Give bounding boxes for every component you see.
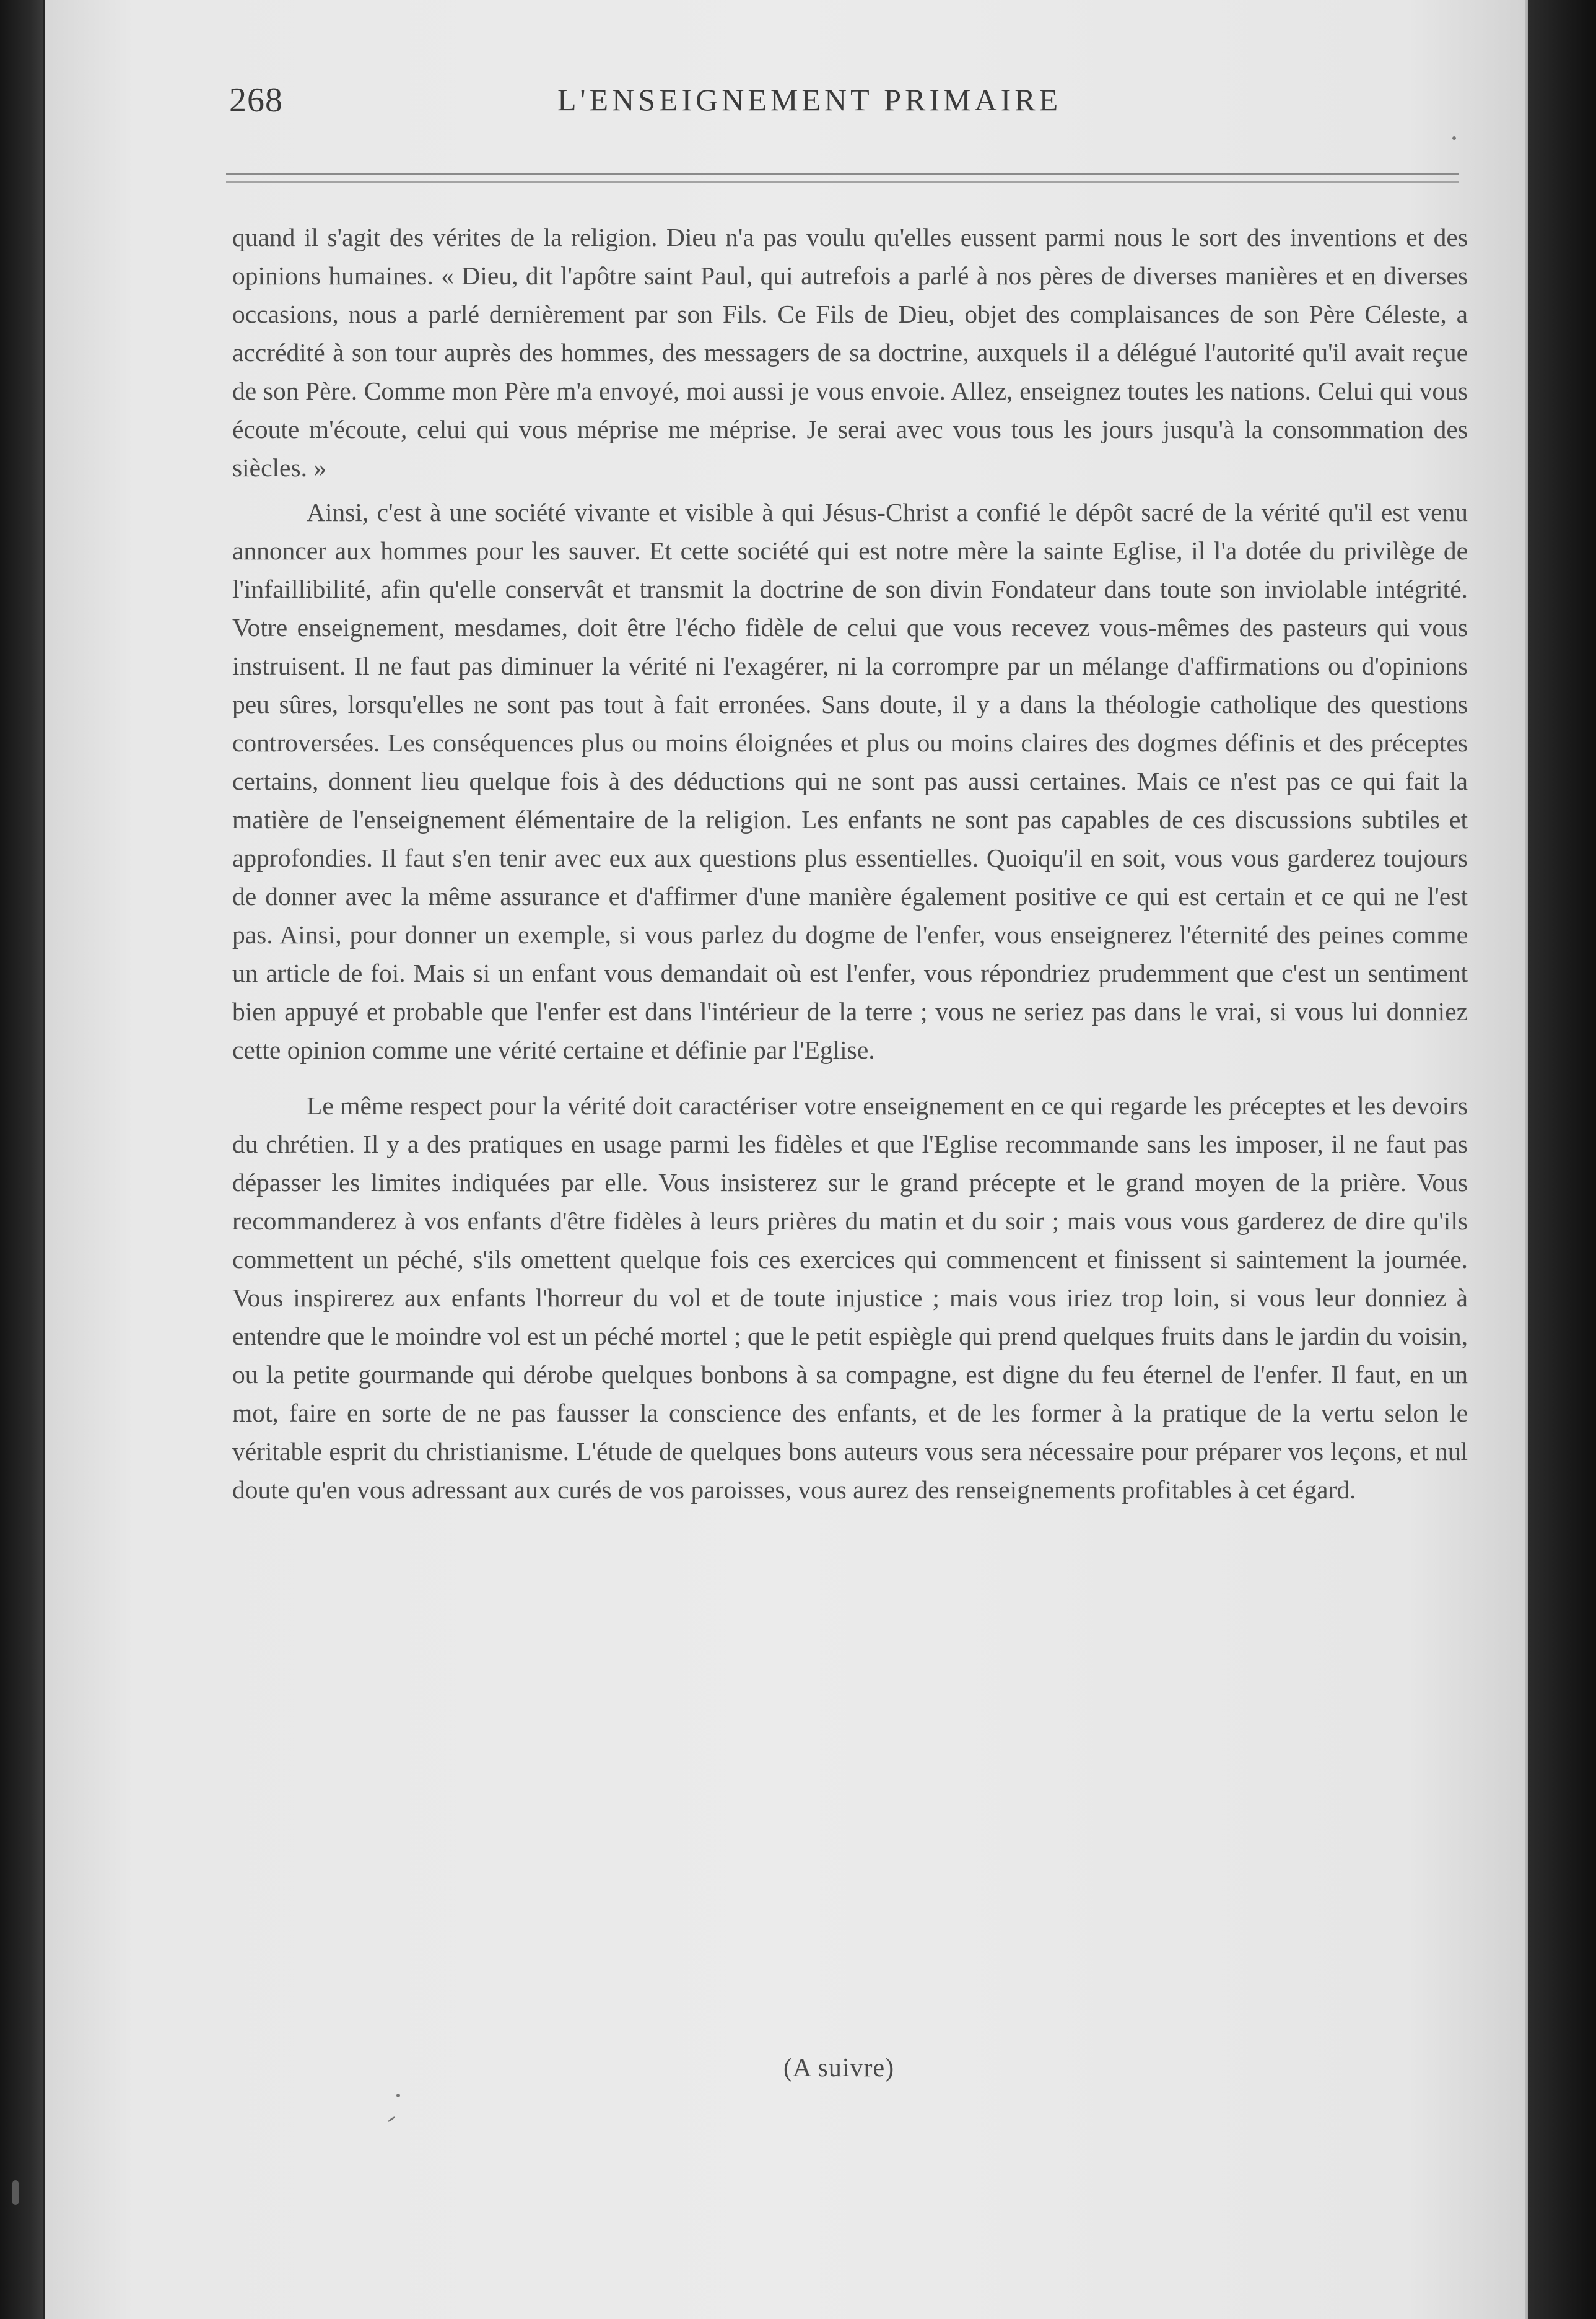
page-header bbox=[186, 81, 1462, 130]
paragraph-respect: Le même respect pour la vérité doit caractériser votre enseignement en ce qui regarde les préceptes et les devoirs du chrétien. Il y a des pratiques en usage parmi les fidèles et que l'Eglise recommande sans les imposer, il ne faut pas dépasser les limites indiquées par elle. Vous insisterez sur le grand précepte et le grand moyen de la prière. Vous recommanderez à vos enfants d'être fidèles à leurs prières du matin et du soir ; mais vous vous garderez de dire qu'ils commettent un péché, s'ils omettent quelque fois ces exercices qui commencent et finissent si saintement la journée. Vous inspirerez aux enfants l'horreur du vol et de toute injustice ; mais vous iriez trop loin, si vous leur donniez à entendre que le moindre vol est un péché mortel ; que le petit espiègle qui prend quelques fruits dans le jardin du voisin, ou la petite gourmande qui dérobe quelques bonbons à sa compagne, est digne du feu éternel de l'enfer. Il faut, en un mot, faire en sorte de ne pas fausser la conscience des enfants, et de les former à la pratique de la vertu selon le véritable esprit du christianisme. L'étude de quelques bons auteurs vous sera nécessaire pour préparer vos leçons, et nul doute qu'en vous adressant aux curés de vos paroisses, vous aurez des renseignements profitables à cet égard. bbox=[232, 1091, 1468, 1504]
paragraph-continuation: quand il s'agit des vérites de la religion. Dieu n'a pas voulu qu'elles eussent parmi nous le sort des inventions et des opinions humaines. « Dieu, dit l'apôtre saint Paul, qui autrefois a parlé à nos pères de diverses manières et en diverses occasions, nous a parlé dernièrement par son Fils. Ce Fils de Dieu, objet des complaisances de son Père Céleste, a accrédité à son tour auprès des hommes, des messagers de sa doctrine, auxquels il a délégué l'autorité qu'il avait reçue de son Père. Comme mon Père m'a envoyé, moi aussi je vous envoie. Allez, enseignez toutes les nations. Celui qui vous écoute m'écoute, celui qui vous méprise me méprise. Je serai avec vous tous les jours jusqu'à la consommation des siècles. » bbox=[232, 223, 1468, 482]
paragraph-society: Ainsi, c'est à une société vivante et visible à qui Jésus-Christ a confié le dépôt sacré de la vérité qu'il est venu annoncer aux hommes pour les sauver. Et cette société qui est notre mère la sainte Eglise, il l'a dotée du privilège de l'infaillibilité, afin qu'elle conservât et transmit la doctrine de son divin Fondateur dans toute son inviolable intégrité. Votre enseignement, mesdames, doit être l'écho fidèle de celui que vous recevez vous-mêmes des pasteurs qui vous instruisent. Il ne faut pas diminuer la vérité ni l'exagérer, ni la corrompre par un mélange d'affirmations ou d'opinions peu sûres, lorsqu'elles ne sont pas tout à fait erronées. Sans doute, il y a dans la théologie catholique des questions controversées. Les conséquences plus ou moins éloignées et plus ou moins claires des dogmes définis et des préceptes certains, donnent lieu quelque fois à des déductions qui ne sont pas aussi certaines. Mais ce n'est pas ce qui fait la matière de l'enseignement élémentaire de la religion. Les enfants ne sont pas capables de ces discussions subtiles et approfondies. Il faut s'en tenir avec eux aux questions plus essentielles. Quoiqu'il en soit, vous vous garderez toujours de donner avec la même assurance et d'affirmer d'une manière également positive ce qui est certain et ce qui ne l'est pas. Ainsi, pour donner un exemple, si vous parlez du dogme de l'enfer, vous enseignerez l'éternité des peines comme un article de foi. Mais si un enfant vous demandait où est l'enfer, vous répondriez prudemment que c'est un sentiment bien appuyé et probable que l'enfer est dans l'intérieur de la terre ; vous ne seriez pas dans le vrai, si vous lui donniez cette opinion comme une vérité certaine et définie par l'Eglise. bbox=[232, 498, 1468, 1064]
header-rule-bottom bbox=[226, 181, 1459, 183]
to-be-continued-note: (A suivre) bbox=[783, 2054, 895, 2082]
binding-mark bbox=[12, 2180, 19, 2205]
header-rule-top bbox=[226, 173, 1459, 175]
book-binding-edge-left bbox=[0, 0, 43, 2319]
ink-speck bbox=[1452, 136, 1456, 140]
page-number: 268 bbox=[229, 81, 283, 120]
article-body bbox=[232, 218, 1468, 1509]
book-binding-edge-right bbox=[1528, 0, 1596, 2319]
running-title: L'ENSEIGNEMENT PRIMAIRE bbox=[557, 82, 1062, 117]
ink-speck bbox=[396, 2094, 400, 2097]
